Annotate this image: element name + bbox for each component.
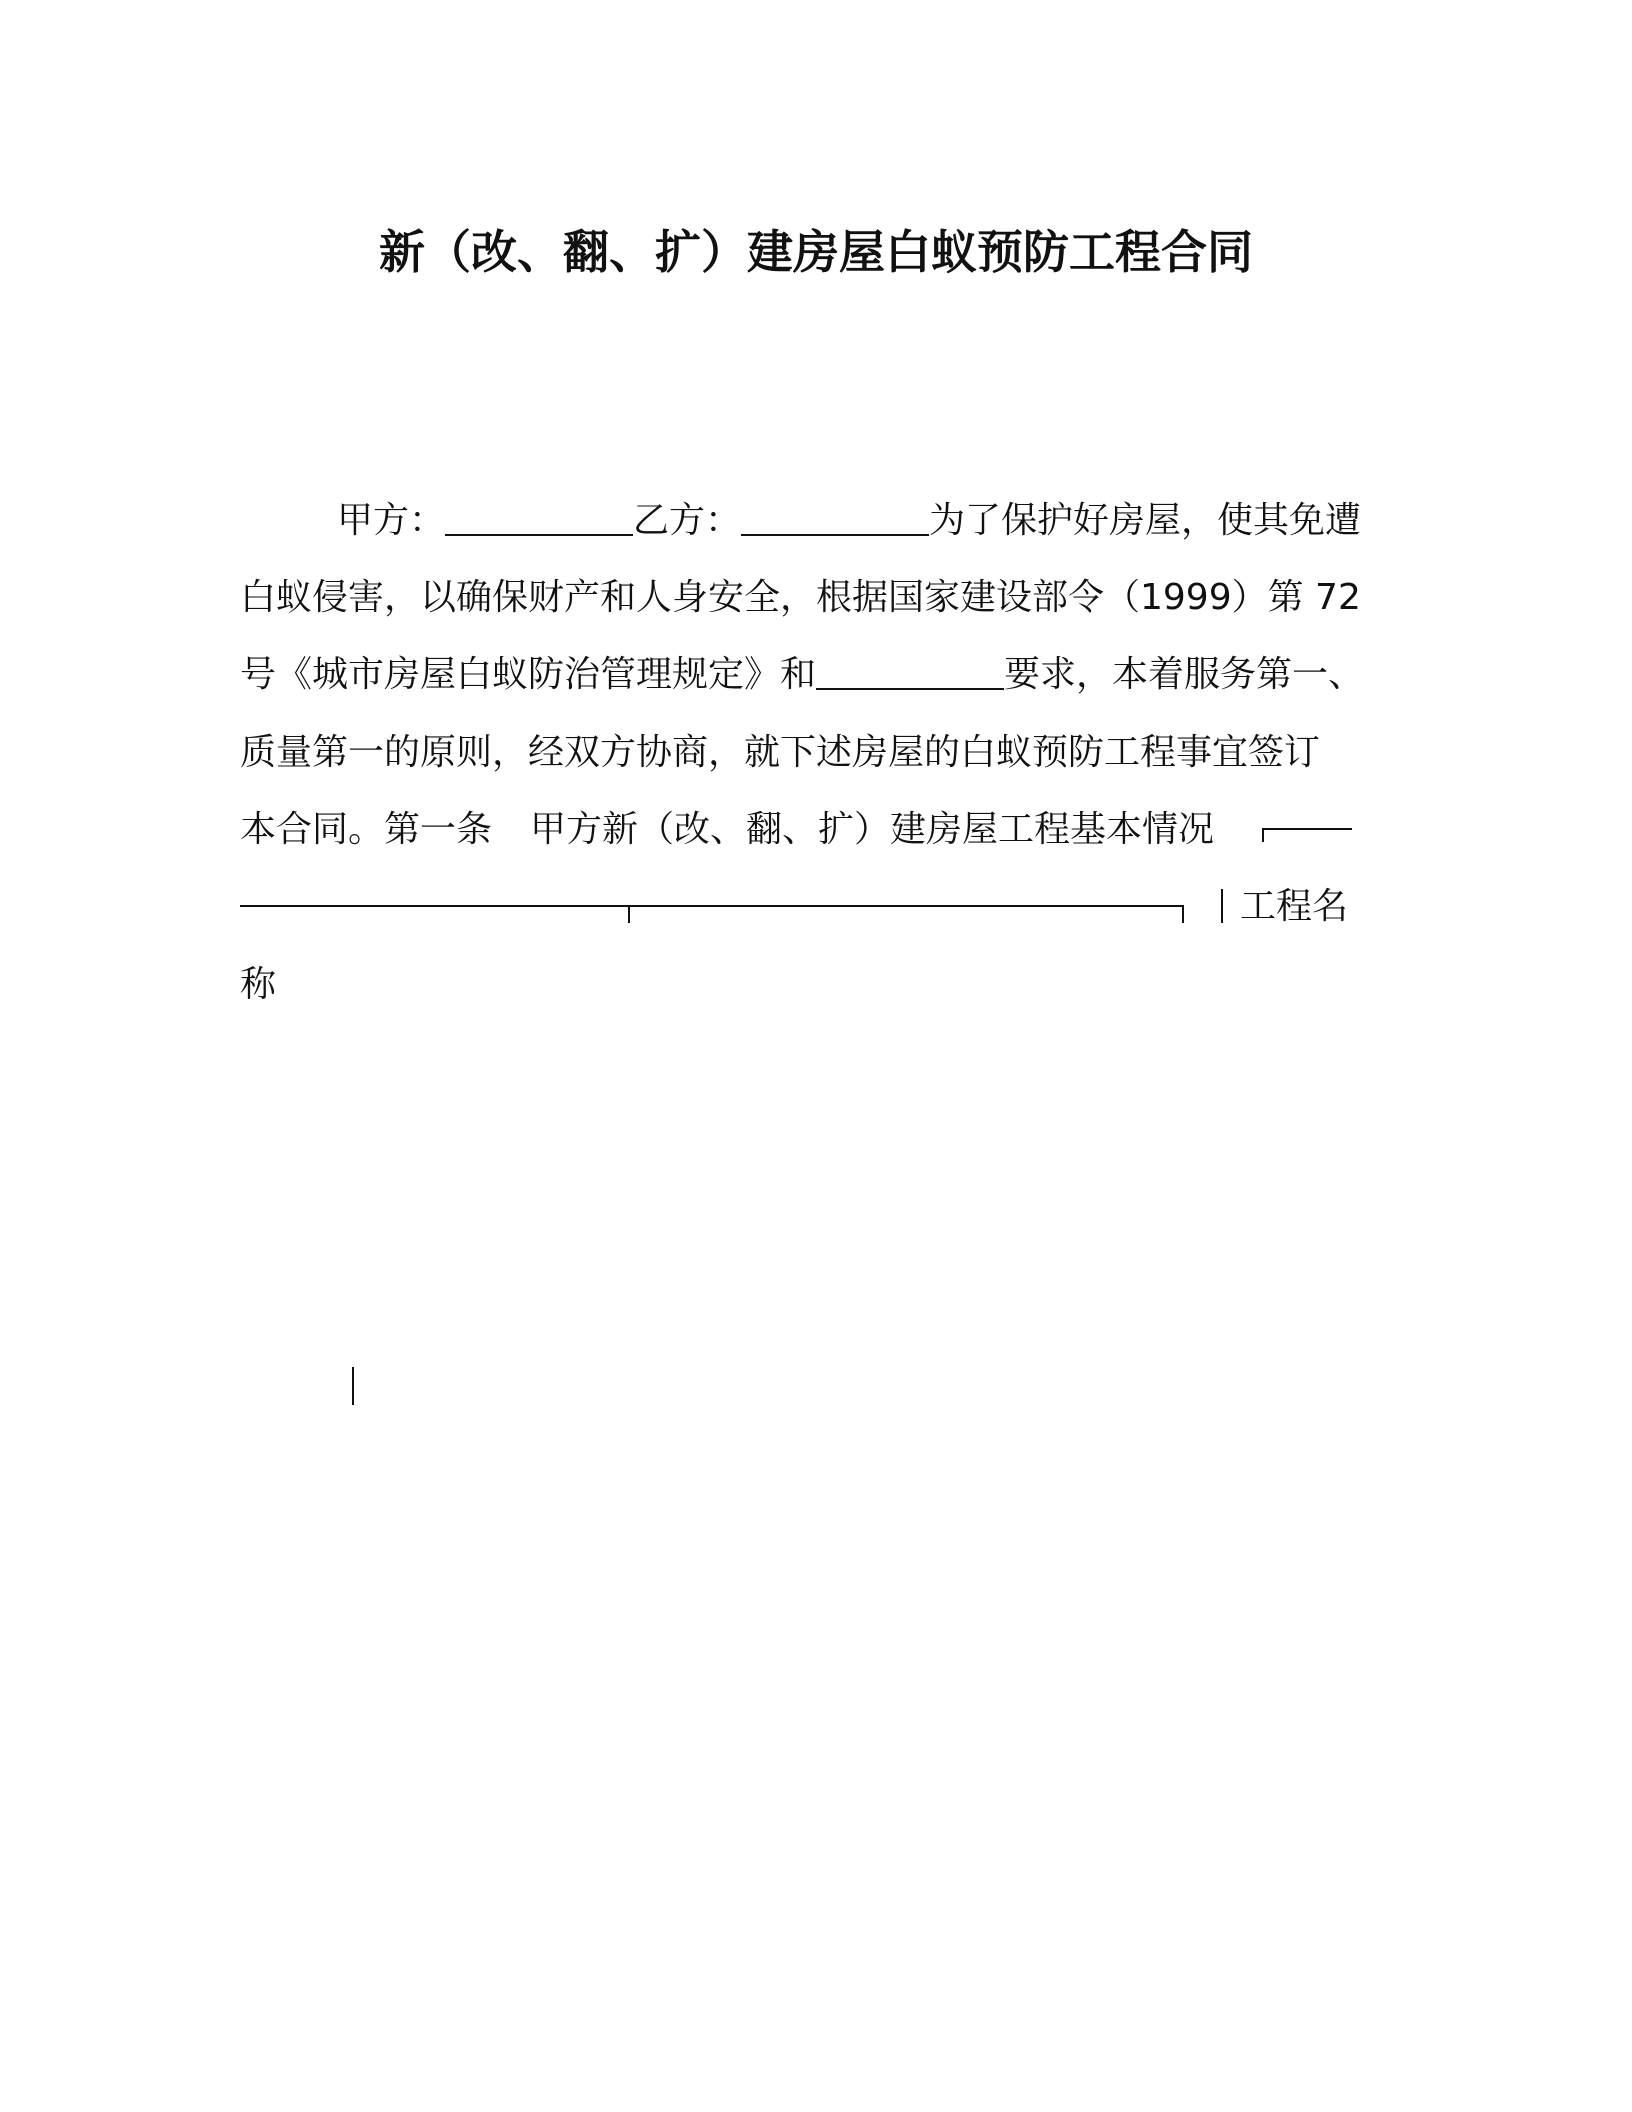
party-a-label: 甲方： (337, 500, 446, 541)
table-column-divider (628, 905, 630, 923)
line-3-tail: 要求，本着服务第一、 (1004, 654, 1365, 695)
table-column-divider (1182, 905, 1184, 923)
party-b-label: 乙方： (633, 500, 742, 541)
table-cell-project-name-label-cont: 称 (240, 964, 277, 1005)
table-column-divider (1221, 889, 1223, 923)
line-1-text: 为了保护好房屋，使其免遭 (929, 500, 1362, 541)
paragraph-line-4: 质量第一的原则，经双方协商，就下述房屋的白蚁预防工程事宜签订 (240, 732, 1321, 773)
table-border-left-segment (240, 905, 630, 907)
table-column-divider (352, 1367, 354, 1405)
table-border-corner (1262, 828, 1264, 842)
table-border-middle-segment (630, 905, 1184, 907)
paragraph-line-3 (240, 650, 1364, 700)
paragraph-line-2: 白蚁侵害，以确保财产和人身安全，根据国家建设部令（1999）第 72 (240, 577, 1361, 618)
line-5-text: 本合同。第一条 (240, 809, 493, 850)
party-a-blank[interactable] (445, 498, 633, 536)
page-title: 新（改、翻、扩）建房屋白蚁预防工程合同 (379, 225, 1253, 279)
table-border-top (1262, 828, 1352, 830)
requirement-blank[interactable] (816, 652, 1004, 690)
party-b-blank[interactable] (741, 498, 929, 536)
line-3-text: 号《城市房屋白蚁防治管理规定》和 (240, 654, 817, 695)
clause-heading: 甲方新（改、翻、扩）建房屋工程基本情况 (530, 809, 1215, 850)
table-cell-project-name-label: 工程名 (1240, 886, 1349, 927)
paragraph-line-5 (240, 805, 1214, 855)
paragraph-line-1 (337, 496, 1361, 546)
